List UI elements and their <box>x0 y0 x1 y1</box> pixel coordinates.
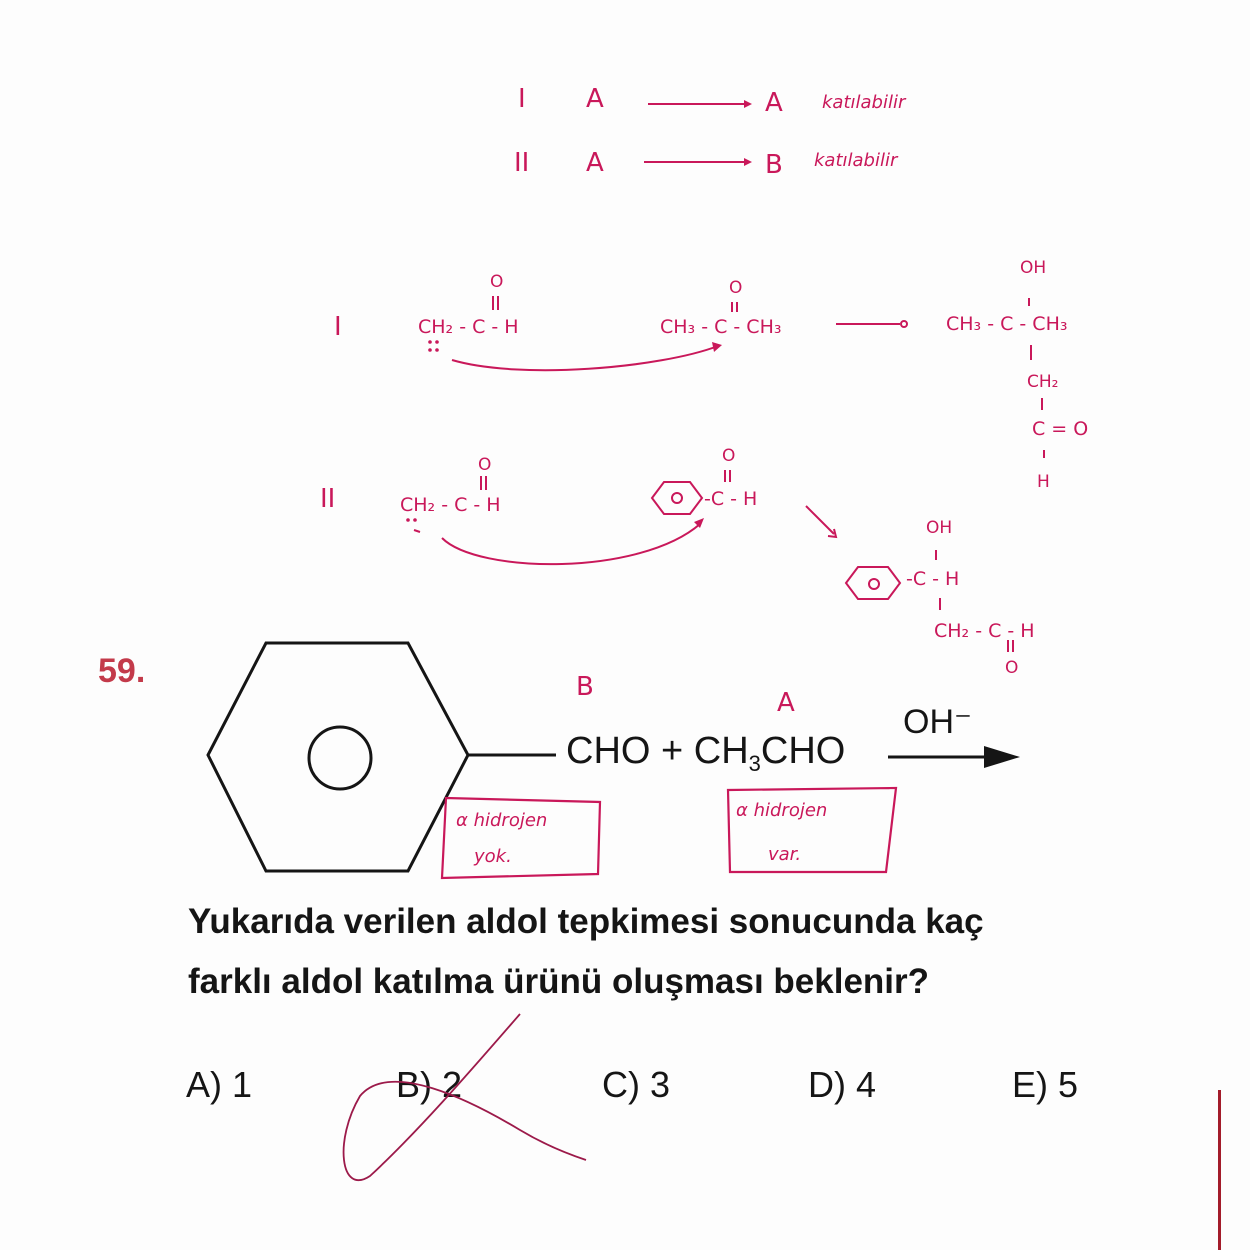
mech1-curved-arrow <box>452 346 718 370</box>
box-right-line1: α hidrojen <box>736 800 828 821</box>
mech2-product-chain: CH₂ - C - H <box>934 620 1035 642</box>
box-left-line1: α hidrojen <box>456 810 548 831</box>
mech1-product-h: H <box>1037 472 1050 492</box>
summary-note-1: katılabilir <box>822 92 906 113</box>
benzene-ring-structure <box>208 643 556 871</box>
mech2-enolate-o: O <box>478 455 492 475</box>
mech1-acceptor-o: O <box>729 278 743 298</box>
mech2-product-ch: -C - H <box>906 568 960 590</box>
page-edge-line <box>1218 1090 1221 1250</box>
reagent-text: CHO + CH <box>566 730 749 772</box>
summary-arrow-1 <box>648 100 752 108</box>
reaction-arrow <box>888 746 1020 768</box>
summary-arrow-2 <box>644 158 752 166</box>
summary-roman-1: I <box>518 84 526 114</box>
summary-roman-2: II <box>514 148 530 178</box>
catalyst-label: OH⁻ <box>903 703 972 741</box>
option-d[interactable]: D) 4 <box>808 1064 877 1105</box>
mech2-reaction-arrow <box>806 506 836 537</box>
mech1-roman: I <box>334 312 342 342</box>
box-right-line2: var. <box>768 844 802 865</box>
mech2-acceptor-o: O <box>722 446 736 466</box>
mech1-enolate-o: O <box>490 272 504 292</box>
summary-to-1: A <box>765 88 783 118</box>
summary-note-2: katılabilir <box>814 150 898 171</box>
box-left-outline <box>442 798 600 878</box>
mech1-reaction-arrow <box>836 321 907 327</box>
question-line-1: Yukarıda verilen aldol tepkimesi sonucunda kaç <box>188 902 984 941</box>
mech1-enolate: CH₂ - C - H <box>418 316 519 338</box>
mech2-product-oh: OH <box>926 518 953 538</box>
mech2-benzene-product <box>846 567 900 599</box>
option-e[interactable]: E) 5 <box>1012 1064 1079 1105</box>
summary-from-2: A <box>586 148 604 178</box>
mech1-product-ch2: CH₂ <box>1027 372 1059 392</box>
box-right-outline <box>728 788 896 872</box>
mech2-acceptor-tail: -C - H <box>704 488 758 510</box>
label-b: B <box>576 672 594 702</box>
mech2-product-o: O <box>1005 658 1019 678</box>
mech1-product-oh: OH <box>1020 258 1047 278</box>
mech2-enolate: CH₂ - C - H <box>400 494 501 516</box>
question-number: 59. <box>98 652 146 690</box>
answer-check-mark <box>344 1014 586 1180</box>
option-a[interactable]: A) 1 <box>186 1064 253 1105</box>
mech1-bonds <box>493 296 1044 458</box>
option-b[interactable]: B) 2 <box>396 1064 463 1105</box>
mech1-acceptor: CH₃ - C - CH₃ <box>660 316 782 338</box>
box-left-line2: yok. <box>474 846 512 867</box>
reagent-subscript: 3 <box>748 751 761 776</box>
mech2-bonds <box>481 470 1013 652</box>
mech1-lone-pair <box>428 340 439 352</box>
question-line-2: farklı aldol katılma ürünü oluşması beklenir? <box>188 962 930 1001</box>
label-a: A <box>777 688 795 718</box>
option-c[interactable]: C) 3 <box>602 1064 671 1105</box>
summary-from-1: A <box>586 84 604 114</box>
summary-to-2: B <box>765 150 783 180</box>
mech2-lone-pair <box>406 518 420 532</box>
mech2-curved-arrow <box>442 524 700 564</box>
reagent-tail: CHO <box>760 730 846 772</box>
mech2-roman: II <box>320 484 336 514</box>
mech1-curved-arrowhead <box>712 342 722 352</box>
mech1-product-co: C = O <box>1032 418 1089 440</box>
mech1-product-main: CH₃ - C - CH₃ <box>946 313 1068 335</box>
mech2-benzene-acceptor <box>652 482 702 514</box>
